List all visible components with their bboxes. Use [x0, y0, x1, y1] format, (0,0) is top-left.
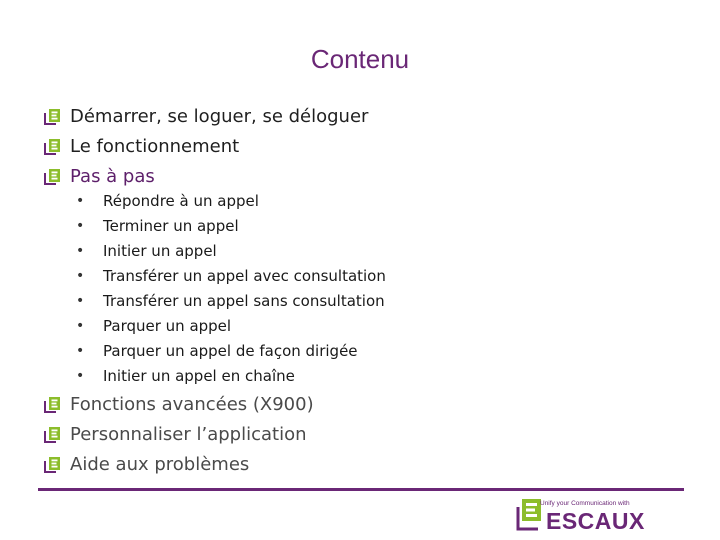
sub-list-item-label: Transférer un appel avec consultation [103, 267, 386, 285]
list-item [44, 133, 644, 163]
bullet: • [76, 293, 85, 309]
main-list [44, 103, 644, 193]
escaux-bullet-icon [44, 168, 61, 185]
sub-list-item [76, 264, 476, 289]
sub-list-item-label: Terminer un appel [103, 217, 239, 235]
sub-list-item-label: Initier un appel [103, 242, 217, 260]
bullet: • [76, 193, 85, 209]
sub-list-item [76, 314, 476, 339]
list-item-label: Fonctions avancées (X900) [70, 394, 314, 415]
sub-list-item [76, 289, 476, 314]
sub-list-item [76, 189, 476, 214]
sub-list-item-label: Répondre à un appel [103, 192, 259, 210]
list-item-label: Personnaliser l’application [70, 424, 307, 445]
escaux-bullet-icon [44, 396, 61, 413]
escaux-bullet-icon [44, 138, 61, 155]
footer-divider [38, 488, 684, 491]
logo-wordmark: ESCAUX [546, 508, 645, 534]
sub-list-item [76, 214, 476, 239]
list-item-label: Le fonctionnement [70, 136, 240, 157]
sub-list [76, 189, 476, 389]
slide-title-text: Contenu [310, 44, 410, 74]
sub-list-item-label: Initier un appel en chaîne [103, 367, 295, 385]
sub-list-item-label: Parquer un appel [103, 317, 232, 335]
logo-tagline: Unify your Communication with [540, 500, 630, 507]
list-item [44, 451, 644, 481]
list-item [44, 391, 644, 421]
sub-list-item [76, 339, 476, 364]
escaux-bullet-icon [44, 456, 61, 473]
bullet: • [76, 268, 85, 284]
bullet: • [76, 318, 85, 334]
sub-list-item [76, 239, 476, 264]
bullet: • [76, 343, 85, 359]
list-item-label: Aide aux problèmes [70, 454, 250, 475]
bullet: • [76, 368, 85, 384]
escaux-bullet-icon [44, 426, 61, 443]
list-item [44, 103, 644, 133]
list-item-label: Démarrer, se loguer, se déloguer [70, 106, 369, 127]
bullet: • [76, 243, 85, 259]
lower-list [44, 391, 644, 481]
bullet: • [76, 218, 85, 234]
sub-list-item-label: Transférer un appel sans consultation [103, 292, 385, 310]
list-item-label: Pas à pas [70, 166, 155, 187]
sub-list-item-label: Parquer un appel de façon dirigée [103, 342, 358, 360]
slide-title [0, 44, 720, 75]
escaux-bullet-icon [44, 108, 61, 125]
sub-list-item [76, 364, 476, 389]
list-item [44, 421, 644, 451]
